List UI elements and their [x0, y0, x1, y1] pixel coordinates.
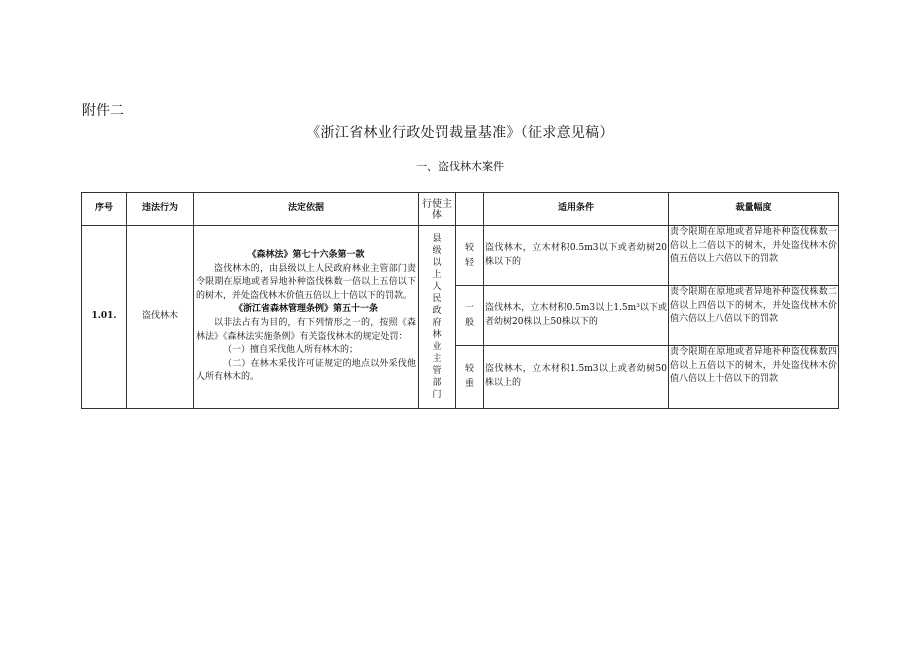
grade-condition-heavy: 盗伐林木，立木材积1.5m3以上或者幼树50株以上的 — [484, 346, 669, 409]
org-char: 上 — [432, 270, 442, 280]
level-char: 较 — [464, 364, 474, 374]
header-act: 违法行为 — [127, 193, 194, 226]
org-char: 县 — [432, 234, 442, 244]
level-char: 般 — [464, 317, 474, 328]
grade-penalty-light: 责令限期在原地或者异地补种盗伐株数一倍以上二倍以下的树木，并处盗伐林木价值五倍以上六倍以下的罚款 — [669, 226, 839, 286]
basis-line: 以非法占有为目的，有下列情形之一的，按照《森林法》《森林法实施条例》有关盗伐林木的规定处罚： — [196, 318, 416, 342]
header-org: 行使主体 — [419, 193, 456, 226]
basis-line: 《浙江省森林管理条例》第五十一条 — [233, 304, 378, 315]
level-char: 轻 — [464, 257, 474, 268]
header-seq: 序号 — [82, 193, 127, 226]
org-char: 人 — [432, 282, 442, 292]
org-char: 林 — [432, 330, 442, 340]
grade-penalty-general: 责令限期在原地或者异地补种盗伐株数二倍以上四倍以下的树木，并处盗伐林木价值六倍以上八倍以下的罚款 — [669, 286, 839, 346]
row-seq: 1.01. — [82, 226, 127, 409]
header-penalty: 裁量幅度 — [669, 193, 839, 226]
org-char: 业 — [432, 342, 442, 352]
org-char: 民 — [432, 294, 442, 304]
header-basis: 法定依据 — [194, 193, 419, 226]
level-char: 较 — [464, 242, 474, 253]
basis-line: 《森林法》第七十六条第一款 — [247, 250, 365, 261]
org-char: 主 — [432, 354, 442, 364]
basis-line: 盗伐林木的，由县级以上人民政府林业主管部门责令限期在原地或者异地补种盗伐株数一倍以上五倍以下的树木，并处盗伐林木价值五倍以上十倍以下的罚款。 — [196, 263, 416, 301]
org-char: 管 — [432, 366, 442, 376]
org-char: 门 — [432, 390, 442, 400]
org-char: 部 — [432, 378, 442, 388]
document-title: 《浙江省林业行政处罚裁量基准》（征求意见稿） — [306, 125, 614, 141]
org-char: 府 — [432, 318, 442, 328]
header-condition: 适用条件 — [484, 193, 669, 226]
table-row — [82, 226, 839, 286]
org-char: 级 — [432, 246, 442, 256]
table-header-row — [82, 193, 839, 226]
basis-line: （二）在林木采伐许可证规定的地点以外采伐他人所有林木的。 — [196, 358, 416, 383]
grade-condition-light: 盗伐林木，立木材积0.5m3以下或者幼树20株以下的 — [484, 226, 669, 286]
section-heading: 一、盗伐林木案件 — [416, 160, 504, 173]
level-char: 一 — [464, 302, 474, 313]
grade-condition-general: 盗伐林木，立木材积0.5m3以上1.5m³以下或者幼树20株以上50株以下的 — [484, 286, 669, 346]
org-char: 政 — [432, 306, 442, 316]
level-char: 重 — [464, 379, 474, 389]
grade-level-heavy — [456, 346, 484, 409]
row-basis — [194, 226, 419, 409]
penalty-standard-table — [81, 192, 839, 409]
row-act: 盗伐林木 — [127, 226, 194, 409]
grade-penalty-heavy: 责令限期在原地或者异地补种盗伐株数四倍以上五倍以下的树木，并处盗伐林木价值八倍以上十倍以下的罚款 — [669, 346, 839, 409]
row-org-vertical — [419, 226, 456, 409]
grade-level-general — [456, 286, 484, 346]
grade-level-light — [456, 226, 484, 286]
header-level — [456, 193, 484, 226]
attachment-label: 附件二 — [82, 103, 124, 119]
basis-line: （一）擅自采伐他人所有林木的； — [223, 345, 359, 356]
org-char: 以 — [432, 258, 442, 268]
